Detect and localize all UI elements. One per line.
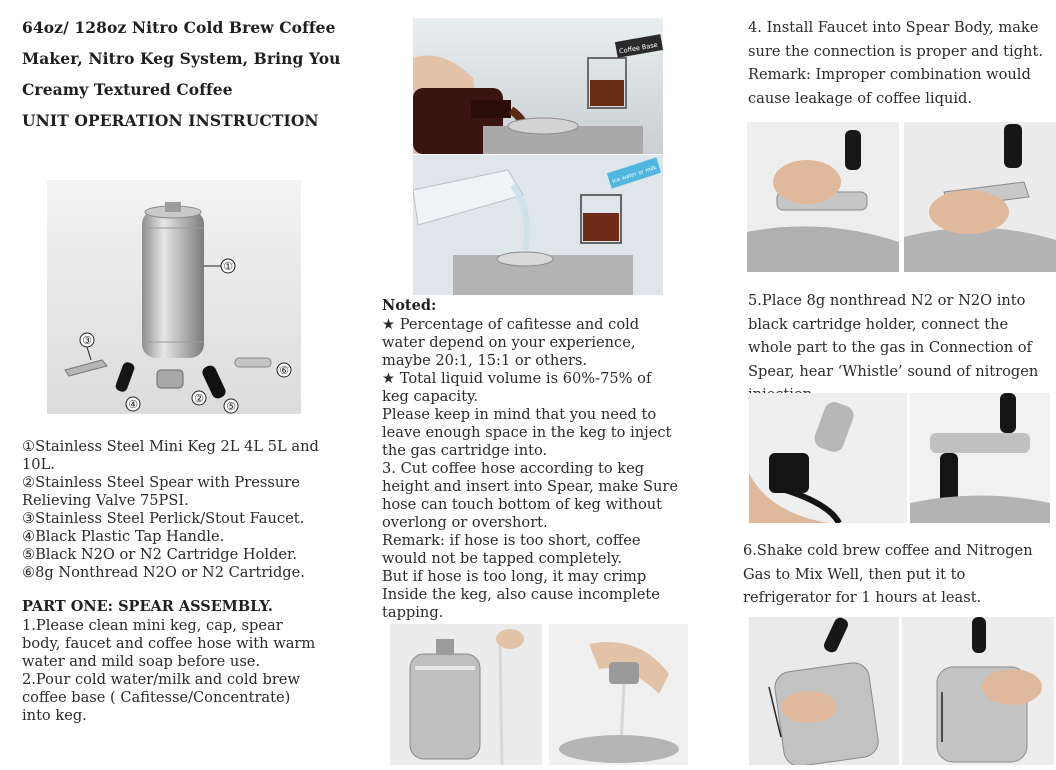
callout-4: ④ bbox=[128, 398, 138, 411]
part-item: ⑥8g Nonthread N2O or N2 Cartridge. bbox=[22, 564, 305, 581]
callout-6: ⑥ bbox=[279, 364, 289, 377]
water-label: Ice water or milk bbox=[611, 164, 658, 185]
noted-heading: Noted: bbox=[382, 297, 437, 314]
step-5: 5.Place 8g nonthread N2 or N2O into black cartridge holder, connect the whole part to the gas in Connection of Spear, hear ‘Whistle’ sound of nitrogen bbox=[748, 292, 1039, 380]
note-item: Please keep in mind that you need to leave enough space in the keg to inject the gas cartridge into. bbox=[382, 406, 672, 459]
notes-block bbox=[382, 316, 682, 622]
title-line: UNIT OPERATION INSTRUCTION bbox=[22, 111, 319, 130]
remark-item: But if hose is too long, it may crimp Inside the keg, also cause incomplete tapping. bbox=[382, 568, 660, 621]
coffee-base-label: Coffee Base bbox=[618, 40, 659, 56]
cartridge-photo-b bbox=[910, 393, 1050, 523]
part-item: ③Stainless Steel Perlick/Stout Faucet. bbox=[22, 510, 305, 527]
title-line: 64oz/ 128oz Nitro Cold Brew Coffee bbox=[22, 18, 336, 37]
step-4-block bbox=[748, 16, 1048, 110]
note-item: ★ Percentage of cafitesse and cold water depend on your experience, maybe 20:1, 15:1 or others. bbox=[382, 316, 640, 369]
title-line: Creamy Textured Coffee bbox=[22, 80, 233, 99]
callout-5: ⑤ bbox=[226, 400, 236, 413]
hose-insert-photo bbox=[549, 624, 688, 765]
step-4-remark: Remark: Improper combination would cause leakage of coffee liquid. bbox=[748, 66, 1031, 107]
install-faucet-photo-b bbox=[904, 122, 1056, 272]
part-item: ⑤Black N2O or N2 Cartridge Holder. bbox=[22, 546, 298, 563]
parts-photo bbox=[47, 180, 301, 414]
parts-list bbox=[22, 438, 322, 582]
callout-1: ① bbox=[223, 260, 233, 273]
step-4: 4. Install Faucet into Spear Body, make sure the connection is proper and tight. bbox=[748, 19, 1043, 60]
hose-cut-photo bbox=[390, 624, 542, 765]
callout-3: ③ bbox=[82, 334, 92, 347]
pour-coffee-base-photo bbox=[413, 18, 663, 154]
callout-2: ② bbox=[194, 392, 204, 405]
pour-water-photo bbox=[413, 155, 663, 295]
shake-photo-b bbox=[902, 617, 1054, 765]
part-item: ④Black Plastic Tap Handle. bbox=[22, 528, 225, 545]
cartridge-photo-a bbox=[749, 393, 907, 523]
title-line: Maker, Nitro Keg System, Bring You bbox=[22, 49, 341, 68]
step-3: 3. Cut coffee hose according to keg height and insert into Spear, make Sure hose can touch bottom of keg without overlong or overshort. bbox=[382, 460, 679, 531]
document-title bbox=[22, 12, 352, 136]
assembly-steps bbox=[22, 617, 322, 725]
shake-photo-a bbox=[749, 617, 899, 765]
remark-item: Remark: if hose is too short, coffee would not be tapped completely. bbox=[382, 532, 641, 567]
step-1: 1.Please clean mini keg, cap, spear body, faucet and coffee hose with warm water and mild soap before use. bbox=[22, 617, 316, 670]
part-item: ②Stainless Steel Spear with Pressure Relieving Valve 75PSI. bbox=[22, 474, 300, 509]
note-item: ★ Total liquid volume is 60%-75% of keg capacity. bbox=[382, 370, 652, 405]
step-6: 6.Shake cold brew coffee and Nitrogen Gas to Mix Well, then put it to refrigerator for 1 hours at least. bbox=[743, 542, 1033, 606]
step-2: 2.Pour cold water/milk and cold brew coffee base ( Cafitesse/Concentrate) into keg. bbox=[22, 671, 300, 724]
part-item: ①Stainless Steel Mini Keg 2L 4L 5L and 10L. bbox=[22, 438, 319, 473]
install-faucet-photo-a bbox=[747, 122, 899, 272]
part-one-heading: PART ONE: SPEAR ASSEMBLY. bbox=[22, 598, 273, 615]
